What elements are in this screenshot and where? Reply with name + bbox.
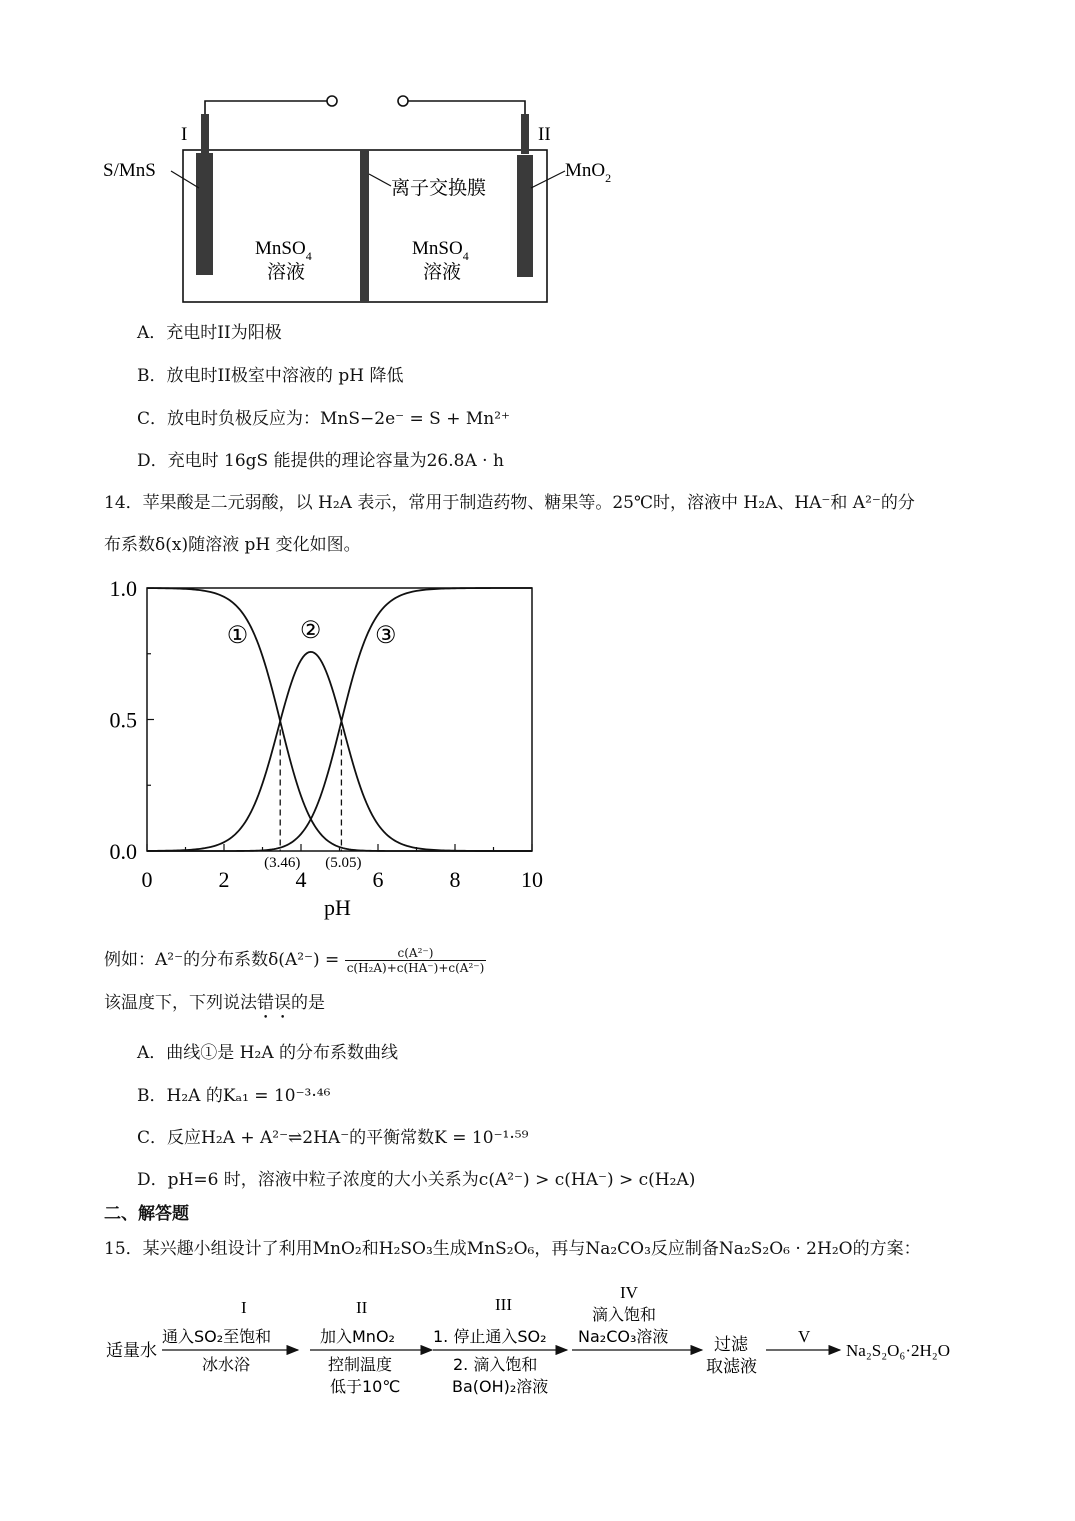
right-electrode (517, 155, 533, 277)
label-I: I (181, 124, 188, 145)
series-label-1: ① (226, 623, 249, 650)
option-text: 放电时II极室中溶液的 pH 降低 (166, 366, 404, 386)
step-1-above: 通入SO₂至饱和 (162, 1327, 272, 1346)
step-4-above-top: 滴入饱和 (592, 1305, 657, 1324)
fraction-denominator: c(H₂A)+c(HA⁻)+c(A²⁻) (346, 961, 485, 975)
label-II: II (538, 124, 551, 145)
right-electrode-label: MnO$_2$ (565, 160, 612, 185)
step-2-below: 控制温度 (328, 1355, 393, 1374)
left-solution-word: 溶液 (267, 261, 306, 283)
plot-frame (147, 588, 532, 851)
example-fraction (345, 946, 487, 975)
curve-ha (147, 652, 532, 851)
right-electrode-rod (521, 114, 529, 154)
y-tick-label: 0.0 (109, 839, 137, 864)
step-3-below2: Ba(OH)₂溶液 (452, 1377, 549, 1396)
q14-question (104, 992, 325, 1023)
step-3-roman: III (495, 1295, 512, 1314)
option-letter: D． (137, 451, 168, 471)
x-tick-label: 6 (372, 867, 384, 892)
distribution-chart (95, 570, 565, 930)
option-text: 反应H₂A + A²⁻⇌2HA⁻的平衡常数K = 10⁻¹·⁵⁹ (167, 1128, 529, 1148)
x-tick-label: 10 (521, 867, 543, 892)
option-text: H₂A 的Kₐ₁ = 10⁻³·⁴⁶ (166, 1086, 331, 1106)
example-prefix: 例如：A²⁻的分布系数δ(A²⁻) = (104, 950, 340, 970)
series-label-2: ② (299, 617, 322, 644)
step-2-roman: II (356, 1298, 368, 1317)
option-letter: D． (137, 1170, 168, 1190)
x-axis-label: pH (324, 895, 351, 920)
y-tick-label: 1.0 (109, 576, 137, 601)
cell-diagram (95, 88, 635, 313)
left-electrode-label: S/MnS (103, 160, 156, 181)
q14-option-a (137, 1042, 398, 1064)
option-letter: B． (137, 366, 167, 386)
q13-option-a (137, 322, 282, 344)
step-5-roman: V (798, 1327, 811, 1346)
left-solution-formula: MnSO$_4$ (255, 238, 312, 263)
step-2-below2: 低于10℃ (330, 1377, 401, 1396)
left-wire (205, 101, 327, 115)
ion-exchange-membrane (360, 150, 369, 302)
membrane-label: 离子交换膜 (391, 177, 487, 199)
q15-flowchart (100, 1280, 980, 1410)
option-text: 充电时II为阳极 (166, 323, 282, 343)
option-text: pH=6 时，溶液中粒子浓度的大小关系为c(A²⁻) > c(HA⁻) > c(H₂A) (167, 1170, 696, 1190)
option-letter: A． (137, 323, 167, 343)
option-letter: C． (137, 409, 168, 429)
pka2-label: (5.05) (325, 855, 362, 871)
fraction-numerator: c(A²⁻) (345, 946, 487, 961)
right-wire (408, 101, 525, 115)
curve-h2a (147, 588, 532, 851)
question-suffix: 的是 (291, 993, 325, 1013)
question-prefix: 该温度下，下列说法 (104, 993, 257, 1013)
membrane-leader (369, 174, 391, 186)
left-terminal (327, 96, 337, 106)
step-4-above: Na₂CO₃溶液 (578, 1327, 669, 1346)
option-text: 曲线①是 H₂A 的分布系数曲线 (166, 1043, 399, 1063)
pka1-label: (3.46) (264, 855, 301, 871)
option-text: 放电时负极反应为：MnS−2e⁻ = S + Mn²⁺ (167, 409, 511, 429)
q14-option-c (137, 1127, 528, 1149)
option-letter: B． (137, 1086, 167, 1106)
curve-a2 (147, 588, 532, 851)
step-3-above: 1. 停止通入SO₂ (433, 1327, 547, 1346)
right-leader (531, 171, 565, 188)
q14-example (104, 946, 486, 975)
right-solution-formula: MnSO$_4$ (412, 238, 469, 263)
x-tick-label: 4 (295, 867, 307, 892)
option-letter: C． (137, 1128, 168, 1148)
step-1-roman: I (241, 1298, 247, 1317)
right-solution-word: 溶液 (423, 261, 462, 283)
section-title: 二、解答题 (104, 1204, 189, 1224)
option-letter: A． (137, 1043, 167, 1063)
q13-option-c (137, 408, 510, 430)
series-label-3: ③ (374, 623, 397, 650)
step-4-roman: IV (620, 1283, 638, 1302)
step-1-below: 冰水浴 (202, 1355, 251, 1374)
q14-option-d (137, 1169, 695, 1191)
x-tick-label: 2 (218, 867, 230, 892)
left-electrode (196, 153, 213, 275)
x-tick-label: 0 (141, 867, 153, 892)
q14-stem-line1: 14．苹果酸是二元弱酸，以 H₂A 表示，常用于制造药物、糖果等。25℃时，溶液中 H₂A、HA⁻和 A²⁻的分 (104, 493, 915, 513)
filter-line2: 取滤液 (706, 1357, 757, 1377)
left-leader (171, 171, 199, 188)
step-3-below: 2. 滴入饱和 (453, 1355, 538, 1374)
q13-option-d (137, 450, 504, 472)
flow-product: Na₂S₂O₆·2H₂O (846, 1341, 950, 1360)
q15-stem: 15．某兴趣小组设计了利用MnO₂和H₂SO₃生成MnS₂O₆，再与Na₂CO₃反应制备Na₂S₂O₆ · 2H₂O的方案： (104, 1239, 921, 1259)
option-text: 充电时 16gS 能提供的理论容量为26.8A · h (167, 451, 504, 471)
flow-start: 适量水 (106, 1341, 157, 1361)
x-tick-label: 8 (449, 867, 461, 892)
step-2-above: 加入MnO₂ (320, 1327, 395, 1346)
q14-stem-line2: 布系数δ(x)随溶液 pH 变化如图。 (104, 535, 361, 555)
question-emphasis: 错误 (257, 993, 291, 1013)
filter-line1: 过滤 (714, 1335, 748, 1355)
q14-option-b (137, 1085, 330, 1107)
right-terminal (398, 96, 408, 106)
left-electrode-rod (201, 114, 209, 154)
y-tick-label: 0.5 (109, 707, 137, 733)
q13-option-b (137, 365, 403, 387)
